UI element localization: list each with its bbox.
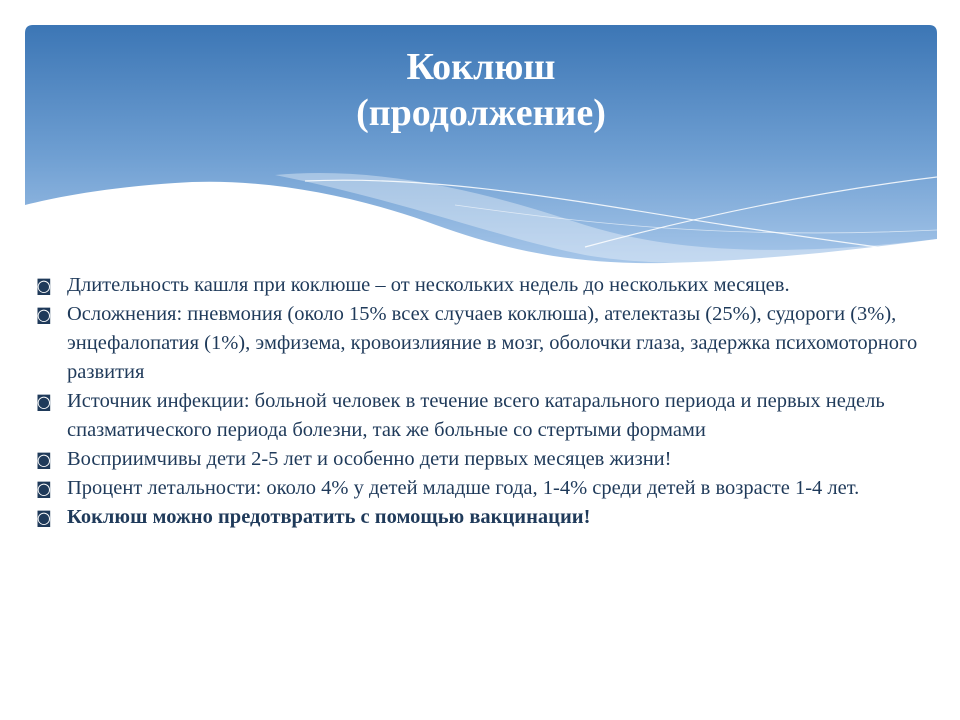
square-bullet-icon: ◙ (36, 305, 52, 324)
bullet-text-bold: Коклюш можно предотвратить с помощью вакцинации! (67, 506, 591, 528)
square-bullet-icon: ◙ (36, 276, 52, 295)
list-item (36, 300, 926, 387)
bullet-text: Восприимчивы дети 2-5 лет и особенно дети первых месяцев жизни! (67, 448, 672, 470)
list-item (36, 474, 926, 503)
list-item (36, 271, 926, 300)
square-bullet-icon: ◙ (36, 450, 52, 469)
slide-title-line-2: (продолжение) (356, 92, 606, 134)
list-item (36, 445, 926, 474)
square-bullet-icon: ◙ (36, 508, 52, 527)
list-item (36, 503, 926, 532)
square-bullet-icon: ◙ (36, 392, 52, 411)
list-item (36, 387, 926, 445)
slide-title (25, 44, 937, 136)
bullet-text: Источник инфекции: больной человек в течение всего катарального периода и первых недель спазматического периода болезни, так же больные со стертыми формами (67, 390, 885, 441)
bullet-text: Длительность кашля при коклюше – от нескольких недель до нескольких месяцев. (67, 274, 790, 296)
bullet-text: Процент летальности: около 4% у детей младше года, 1-4% среди детей в возрасте 1-4 лет. (67, 477, 860, 499)
slide-title-line-1: Коклюш (406, 46, 556, 88)
bullet-list (36, 271, 926, 532)
square-bullet-icon: ◙ (36, 479, 52, 498)
bullet-text: Осложнения: пневмония (около 15% всех случаев коклюша), ателектазы (25%), судороги (3%), энцефалопатия (1%), эмфизема, кровоизлияние в мозг, оболочки глаза, задержка психомоторного развития (67, 303, 918, 383)
